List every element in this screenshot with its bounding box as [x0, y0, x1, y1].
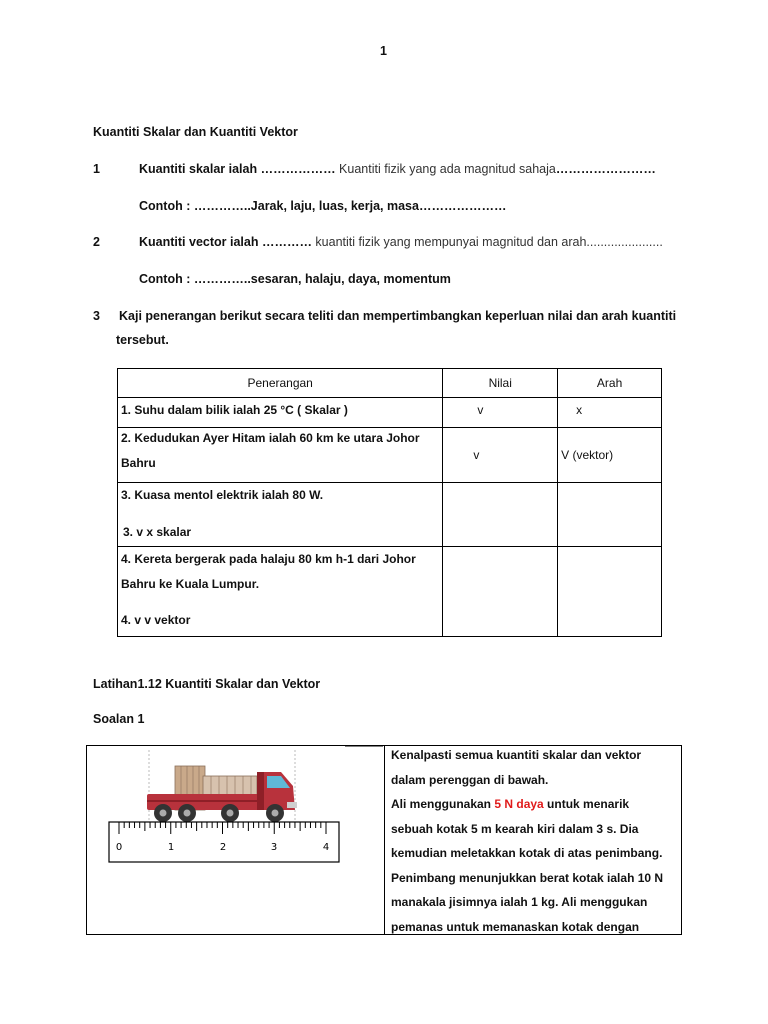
item-2-definition: [139, 235, 663, 249]
section-heading: Kuantiti Skalar dan Kuantiti Vektor: [93, 125, 298, 139]
ruler-label: 1: [167, 842, 175, 853]
row-4-desc-line1: 4. Kereta bergerak pada halaju 80 km h-1 dari Johor: [121, 552, 416, 566]
ruler-label: 3: [270, 842, 278, 853]
question-line: kemudian meletakkan kotak di atas penimbang.: [391, 846, 663, 860]
row-1-arah-text: x: [576, 403, 583, 417]
question-title: Soalan 1: [93, 712, 145, 726]
row-4-arah: [558, 547, 662, 637]
row-3-desc: [118, 483, 443, 547]
page-number: 1: [380, 44, 387, 58]
row-2-nilai-text: v: [473, 447, 480, 462]
table-row: [118, 398, 662, 428]
row-2-desc: [118, 428, 443, 483]
table-row: [118, 428, 662, 483]
header-arah: Arah: [558, 369, 662, 398]
ruler-label: 4: [322, 842, 330, 853]
question-line: Penimbang menunjukkan berat kotak ialah 10 N: [391, 870, 664, 885]
row-1-desc: [118, 398, 443, 428]
question-box-divider: [384, 746, 385, 934]
question-line: manakala jisimnya ialah 1 kg. Ali menggukan: [391, 895, 648, 909]
header-nilai: Nilai: [443, 369, 558, 398]
item-3-number: 3: [93, 309, 100, 323]
row-4-nilai: [443, 547, 558, 637]
row-2-nilai: [443, 428, 558, 483]
table-header-row: [118, 369, 662, 398]
item-1-number: 1: [93, 162, 100, 176]
row-4-desc-line2: Bahru ke Kuala Lumpur.: [121, 576, 260, 591]
ruler-label: 2: [219, 842, 227, 853]
row-2-desc-line1: 2. Kedudukan Ayer Hitam ialah 60 km ke utara Johor: [121, 431, 420, 445]
item-1-definition: [139, 162, 656, 176]
item-1-prefix: Kuantiti skalar ialah ………………: [139, 162, 336, 176]
quantity-table: [117, 368, 662, 637]
item-1-example: Contoh : …………..Jarak, laju, luas, kerja, masa…………………: [139, 199, 507, 213]
row-3-nilai: [443, 483, 558, 547]
question-line: pemanas untuk memanaskan kotak dengan: [391, 919, 640, 934]
table-row: [118, 483, 662, 547]
item-2-answer: kuantiti fizik yang mempunyai magnitud dan arah: [311, 235, 587, 249]
row-3-desc-line1: 3. Kuasa mentol elektrik ialah 80 W.: [121, 488, 324, 502]
ruler-label: 0: [115, 842, 123, 853]
item-2-example: Contoh : …………..sesaran, halaju, daya, momentum: [139, 272, 451, 286]
row-1-nilai-text: v: [477, 403, 484, 417]
row-4-desc-line3: 4. v v vektor: [121, 613, 191, 627]
row-3-arah: [558, 483, 662, 547]
row-2-arah-text: V (vektor): [561, 447, 614, 462]
force-highlight: 5 N daya: [494, 797, 544, 811]
item-1-suffix: ……………………: [555, 162, 656, 176]
item-2-suffix: ......................: [586, 235, 663, 249]
item-2-number: 2: [93, 235, 100, 249]
table-row: [118, 547, 662, 637]
row-2-arah: [558, 428, 662, 483]
question-l3-b: untuk menarik: [543, 797, 630, 811]
question-l3-a: Ali menggunakan: [391, 797, 495, 811]
row-1-nilai: [443, 398, 558, 428]
question-line: Kenalpasti semua kuantiti skalar dan vektor: [391, 748, 642, 762]
row-2-desc-line2: Bahru: [121, 455, 156, 470]
exercise-title: Latihan1.12 Kuantiti Skalar dan Vektor: [93, 677, 321, 691]
header-penerangan: Penerangan: [118, 369, 443, 398]
row-3-desc-line2: 3. v x skalar: [123, 524, 192, 539]
question-line: dalam perenggan di bawah.: [391, 772, 549, 787]
question-box: [86, 745, 682, 935]
item-3-instruction-line1: Kaji penerangan berikut secara teliti dan mempertimbangkan keperluan nilai dan arah kuantiti: [119, 309, 677, 323]
truck-icon: [147, 766, 297, 822]
item-3-instruction-line2: tersebut.: [116, 333, 169, 347]
row-1-arah: [558, 398, 662, 428]
item-1-answer: Kuantiti fizik yang ada magnitud sahaja: [335, 162, 556, 176]
image-top-mask: [87, 746, 345, 750]
item-2-prefix: Kuantiti vector ialah …………: [139, 235, 312, 249]
row-4-desc: [118, 547, 443, 637]
question-line: sebuah kotak 5 m kearah kiri dalam 3 s. Dia: [391, 821, 639, 836]
question-line-highlight: [391, 792, 681, 817]
row-1-desc-line1: 1. Suhu dalam bilik ialah 25 °C ( Skalar ): [121, 403, 348, 417]
truck-ruler-illustration: [87, 746, 383, 934]
question-text: [391, 743, 681, 939]
